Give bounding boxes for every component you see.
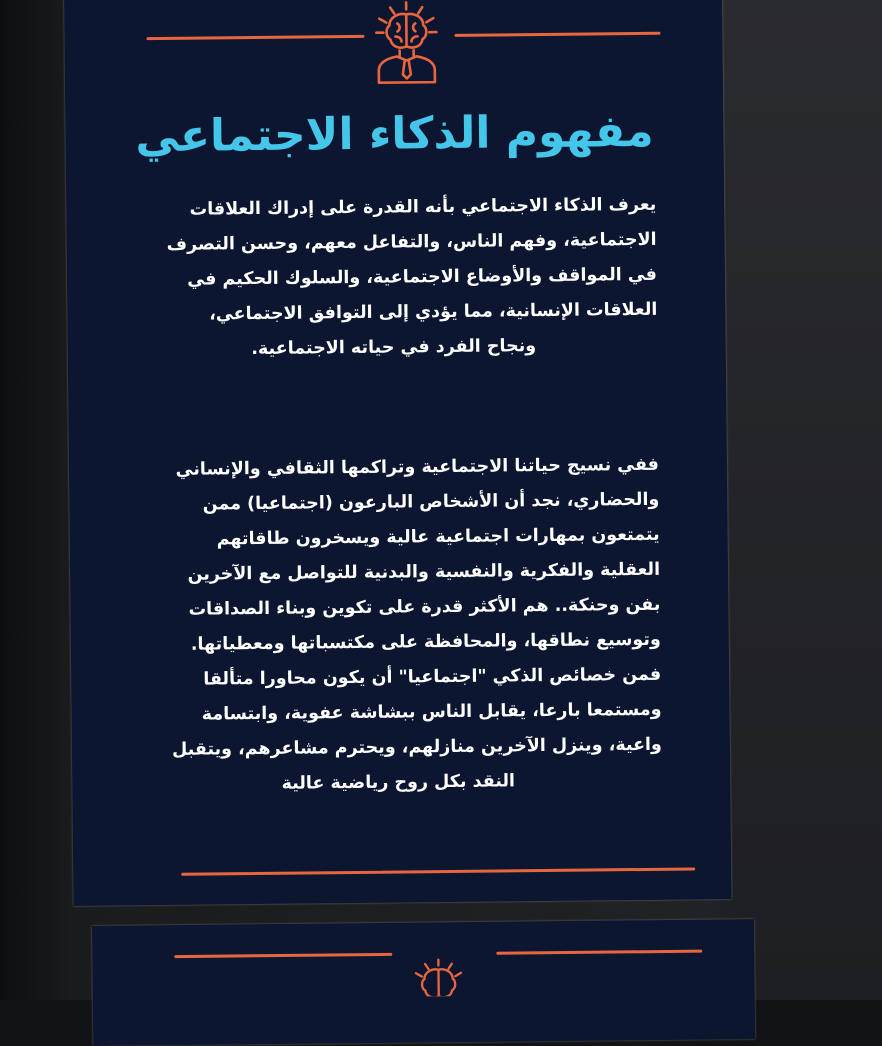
- screen-bezel: [720, 0, 882, 1000]
- paragraph-line: النقد بكل روح رياضية عالية: [134, 763, 662, 804]
- header-divider-left: [496, 950, 702, 955]
- paragraph-line: يعرف الذكاء الاجتماعي بأنه القدرة على إدراك العلاقات: [128, 188, 656, 229]
- definition-paragraph: [128, 188, 658, 369]
- paragraph-line: وتوسيع نطاقها، والمحافظة على مكتسباتها ومعطياتها.: [133, 623, 661, 664]
- characteristics-paragraph: [131, 448, 663, 804]
- paragraph-line: الاجتماعية، وفهم الناس، والتفاعل معهم، وحسن التصرف: [128, 223, 656, 264]
- paragraph-line: بفن وحنكة.. هم الأكثر قدرة على تكوين وبناء الصداقات: [132, 588, 660, 629]
- next-card: [92, 919, 755, 1046]
- header-divider-right: [146, 35, 364, 40]
- paragraph-line: العلاقات الإنسانية، مما يؤدي إلى التوافق الاجتماعي،: [129, 293, 657, 334]
- paragraph-line: واعية، وينزل الآخرين منازلهم، ويحترم مشاعرهم، ويتقبل: [134, 728, 662, 769]
- paragraph-line: والحضاري، نجد أن الأشخاص البارعون (اجتماعيا) ممن: [131, 483, 659, 524]
- paragraph-line: في المواقف والأوضاع الاجتماعية، والسلوك الحكيم في: [129, 258, 657, 299]
- paragraph-line: ومستمعا بارعا، يقابل الناس ببشاشة عفوية، وابتسامة: [133, 693, 661, 734]
- info-card: [64, 0, 732, 906]
- paragraph-line: فمن خصائص الذكي "اجتماعيا" أن يكون محاورا متألقا: [133, 658, 661, 699]
- paragraph-line: يتمتعون بمهارات اجتماعية عالية ويسخرون طاقاتهم: [132, 518, 660, 559]
- brain-head-icon: [370, 0, 443, 87]
- paragraph-line: العقلية والفكرية والنفسية والبدنية للتواصل مع الآخرين: [132, 553, 660, 594]
- card-title: مفهوم الذكاء الاجتماعي: [65, 105, 723, 163]
- paragraph-line: ونجاح الفرد في حياته الاجتماعية.: [130, 328, 658, 369]
- header-divider-right: [174, 953, 392, 958]
- brain-head-icon: [408, 956, 468, 997]
- header-divider-left: [454, 32, 660, 37]
- footer-divider: [181, 867, 695, 875]
- paragraph-line: ففي نسيج حياتنا الاجتماعية وتراكمها الثقافي والإنساني: [131, 448, 659, 489]
